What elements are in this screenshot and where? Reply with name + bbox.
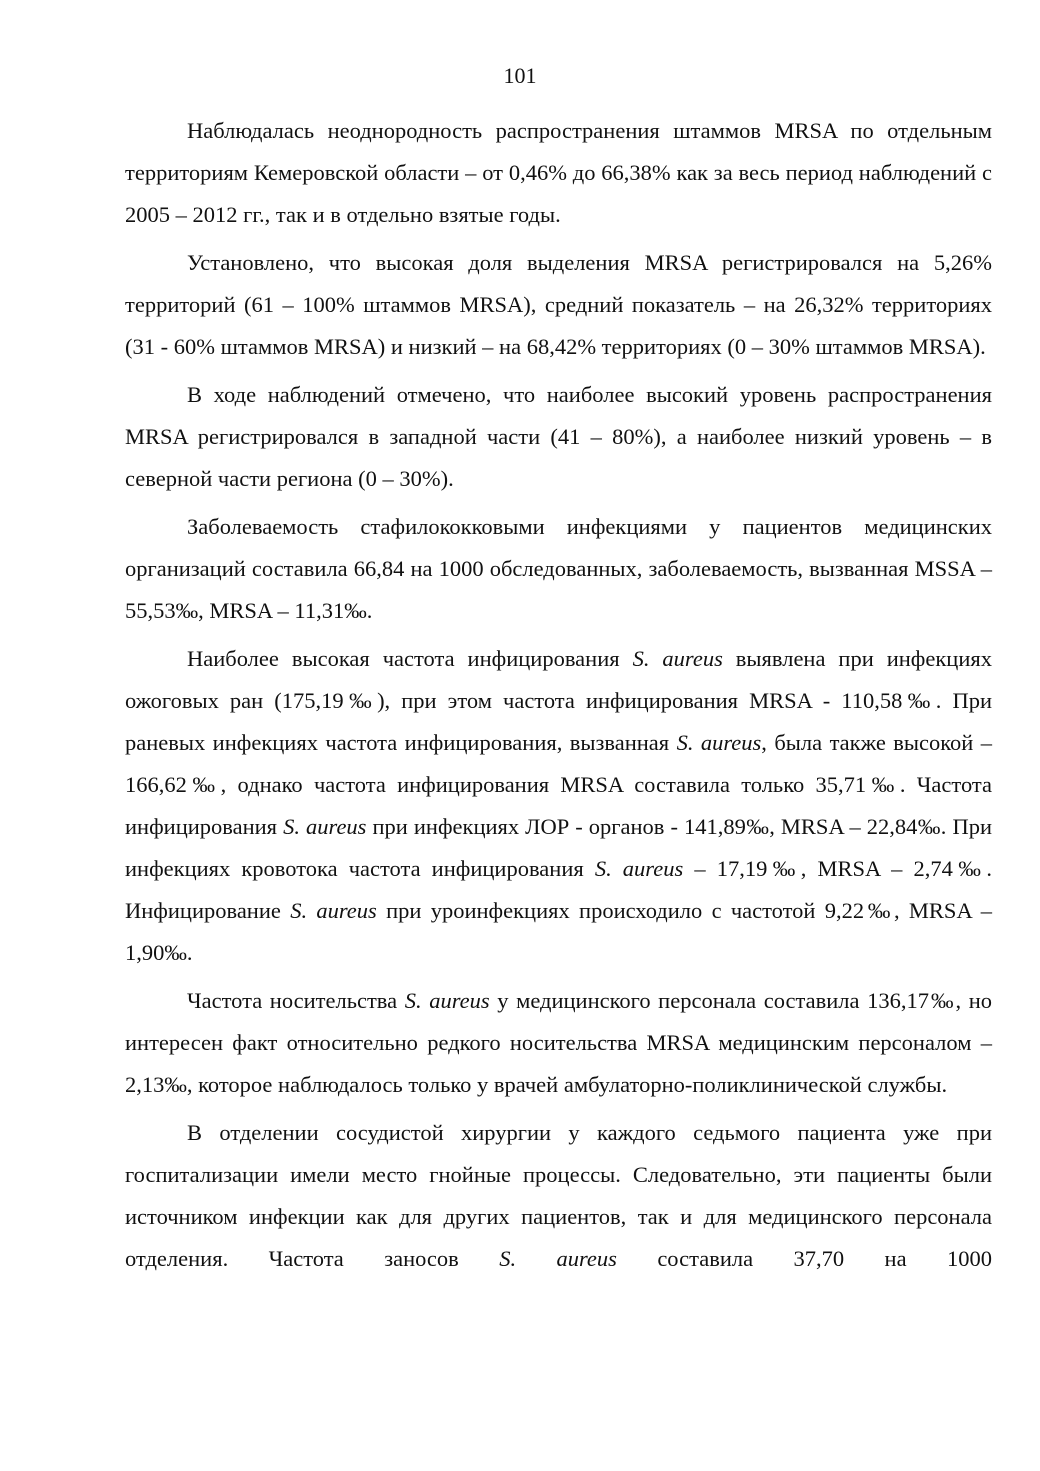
species-name: S. aureus [594, 856, 684, 881]
text-segment: Наиболее высокая частота инфицирования [187, 646, 633, 671]
text-segment: у медицинского персонала составила 136,17‰, но интересен факт относительно редкого носительства MRSA медицинским персоналом – 2,13‰, которое наблюдалось только у врачей амбулаторно-поликлинической службы. [125, 988, 992, 1097]
text-segment: Частота носительства [187, 988, 405, 1013]
paragraph [125, 638, 992, 974]
paragraph [125, 506, 992, 632]
paragraph [125, 242, 992, 368]
species-name: S. aureus [283, 814, 367, 839]
text-segment: – 17,19‰, MRSA – 2,74‰. Инфицирование [125, 856, 992, 923]
species-name: S. aureus [290, 898, 377, 923]
text-segment: Заболеваемость стафилококковыми инфекциями у пациентов медицинских организаций составила 66,84 на 1000 обследованных, заболеваемость, вызванная MSSA – 55,53‰, MRSA – 11,31‰. [125, 514, 992, 623]
text-segment: В отделении сосудистой хирургии у каждого седьмого пациента уже при госпитализации имели место гнойные процессы. Следовательно, эти пациенты были источником инфекции как для других пациентов, так и для медицинского персонала отделения. Частота заносов [125, 1120, 992, 1271]
text-segment: составила 37,70 на 1000 [616, 1246, 992, 1271]
text-segment: Наблюдалась неоднородность распространения штаммов MRSA по отдельным территориям Кемеровской области – от 0,46% до 66,38% как за весь период наблюдений с 2005 – 2012 гг., так и в отдельно взятые годы. [125, 118, 992, 227]
text-segment: выявлена при инфекциях ожоговых ран (175,19‰), при этом частота инфицирования MRSA - 110,58‰. При раневых инфекциях частота инфицирования, вызванная [125, 646, 992, 755]
species-name: S. aureus [676, 730, 762, 755]
text-segment: В ходе наблюдений отмечено, что наиболее высокий уровень распространения MRSA регистрировался в западной части (41 – 80%), а наиболее низкий уровень – в северной части региона (0 – 30%). [125, 382, 992, 491]
paragraph [125, 374, 992, 500]
text-segment: Установлено, что высокая доля выделения MRSA регистрировался на 5,26% территорий (61 – 100% штаммов MRSA), средний показатель – на 26,32% территориях (31 - 60% штаммов MRSA) и низкий – на 68,42% территориях (0 – 30% штаммов MRSA). [125, 250, 992, 359]
species-name: S. aureus [632, 646, 723, 671]
species-name: S. aureus [404, 988, 490, 1013]
text-segment: при уроинфекциях происходило с частотой 9,22‰, MRSA – 1,90‰. [125, 898, 993, 965]
paragraph [125, 1112, 992, 1280]
text-segment: , была также высокой – 166,62‰, однако частота инфицирования MRSA составила только 35,71‰. Частота инфицирования [125, 730, 992, 839]
paragraph [125, 110, 992, 236]
page-number: 101 [503, 63, 537, 88]
body-text [125, 110, 992, 1280]
paragraph [125, 980, 992, 1106]
text-segment: при инфекциях ЛОР - органов - 141,89‰, MRSA – 22,84‰. При инфекциях кровотока частота инфицирования [125, 814, 992, 881]
species-name: S. aureus [499, 1246, 617, 1271]
